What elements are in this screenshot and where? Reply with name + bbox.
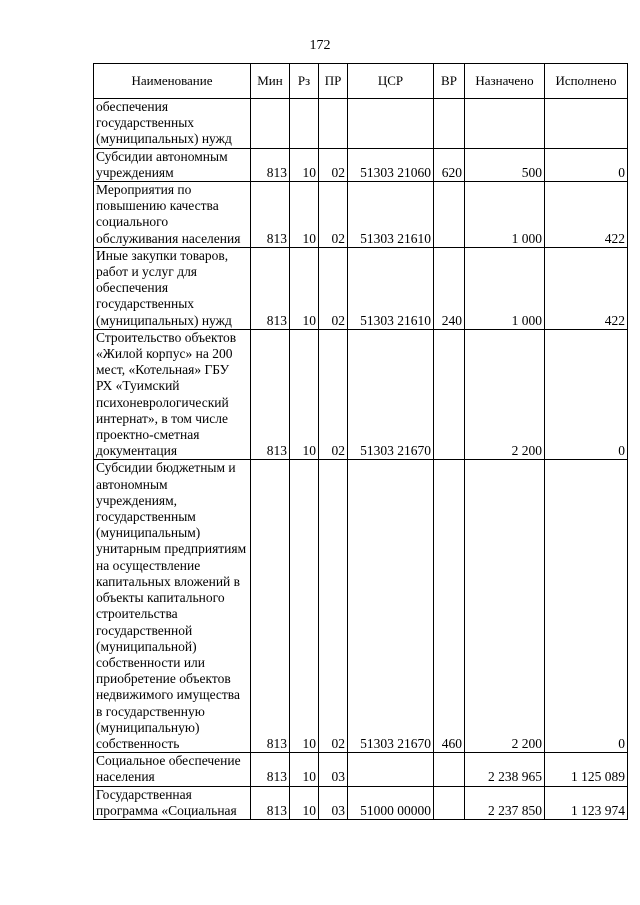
cell-rz: 10 <box>290 460 319 753</box>
cell-executed <box>545 99 628 149</box>
cell-rz: 10 <box>290 753 319 786</box>
cell-csr: 51303 21060 <box>348 148 434 181</box>
cell-executed: 422 <box>545 182 628 248</box>
header-csr: ЦСР <box>348 64 434 99</box>
cell-pr: 02 <box>319 247 348 329</box>
cell-pr: 02 <box>319 148 348 181</box>
cell-csr: 51303 21670 <box>348 329 434 460</box>
table-header-row <box>94 64 628 99</box>
cell-min: 813 <box>251 329 290 460</box>
cell-name: Строительство объектов «Жилой корпус» на 200 мест, «Котельная» ГБУ РХ «Туимский психоневрологический интернат», в том числе проектно-сметная документация <box>94 329 251 460</box>
header-min: Мин <box>251 64 290 99</box>
cell-executed: 1 123 974 <box>545 786 628 819</box>
cell-name: Государственная программа «Социальная <box>94 786 251 819</box>
cell-pr: 02 <box>319 182 348 248</box>
cell-pr: 02 <box>319 460 348 753</box>
header-pr: ПР <box>319 64 348 99</box>
cell-csr <box>348 99 434 149</box>
cell-vr <box>434 329 465 460</box>
cell-csr: 51303 21610 <box>348 182 434 248</box>
cell-csr: 51000 00000 <box>348 786 434 819</box>
cell-assigned: 2 237 850 <box>465 786 545 819</box>
table-body <box>94 99 628 820</box>
cell-vr <box>434 786 465 819</box>
cell-assigned: 1 000 <box>465 182 545 248</box>
cell-min: 813 <box>251 460 290 753</box>
cell-pr: 02 <box>319 329 348 460</box>
cell-vr <box>434 753 465 786</box>
cell-assigned <box>465 99 545 149</box>
table-row <box>94 329 628 460</box>
cell-vr <box>434 99 465 149</box>
cell-name: Иные закупки товаров, работ и услуг для обеспечения государственных (муниципальных) нужд <box>94 247 251 329</box>
cell-assigned: 2 200 <box>465 460 545 753</box>
header-executed: Исполнено <box>545 64 628 99</box>
cell-assigned: 500 <box>465 148 545 181</box>
cell-pr: 03 <box>319 753 348 786</box>
cell-name: Субсидии бюджетным и автономным учреждениям, государственным (муниципальным) унитарным предприятиям на осуществление капитальных вложений в объекты капитального строительства государственной (муниципальной) собственности или приобретение объектов недвижимого имущества в государственную (муниципальную) собственность <box>94 460 251 753</box>
cell-pr: 03 <box>319 786 348 819</box>
header-vr: ВР <box>434 64 465 99</box>
cell-min <box>251 99 290 149</box>
cell-executed: 0 <box>545 460 628 753</box>
cell-min: 813 <box>251 182 290 248</box>
cell-executed: 422 <box>545 247 628 329</box>
table-row <box>94 182 628 248</box>
budget-table <box>93 63 628 820</box>
cell-executed: 1 125 089 <box>545 753 628 786</box>
cell-min: 813 <box>251 753 290 786</box>
cell-min: 813 <box>251 786 290 819</box>
header-name: Наименование <box>94 64 251 99</box>
cell-name: Мероприятия по повышению качества социального обслуживания населения <box>94 182 251 248</box>
cell-name: Субсидии автономным учреждениям <box>94 148 251 181</box>
cell-rz: 10 <box>290 786 319 819</box>
cell-rz: 10 <box>290 329 319 460</box>
cell-executed: 0 <box>545 329 628 460</box>
cell-min: 813 <box>251 148 290 181</box>
table-row <box>94 99 628 149</box>
table-row <box>94 460 628 753</box>
cell-name: обеспечения государственных (муниципальных) нужд <box>94 99 251 149</box>
cell-min: 813 <box>251 247 290 329</box>
cell-vr: 620 <box>434 148 465 181</box>
table-row <box>94 786 628 819</box>
cell-vr <box>434 182 465 248</box>
cell-rz: 10 <box>290 182 319 248</box>
cell-rz <box>290 99 319 149</box>
cell-vr: 460 <box>434 460 465 753</box>
cell-assigned: 2 238 965 <box>465 753 545 786</box>
header-assigned: Назначено <box>465 64 545 99</box>
page-number: 172 <box>309 38 331 53</box>
cell-csr <box>348 753 434 786</box>
cell-csr: 51303 21670 <box>348 460 434 753</box>
header-rz: Рз <box>290 64 319 99</box>
cell-assigned: 2 200 <box>465 329 545 460</box>
cell-executed: 0 <box>545 148 628 181</box>
cell-rz: 10 <box>290 148 319 181</box>
table-row <box>94 753 628 786</box>
cell-name: Социальное обеспечение населения <box>94 753 251 786</box>
cell-assigned: 1 000 <box>465 247 545 329</box>
cell-csr: 51303 21610 <box>348 247 434 329</box>
table-row <box>94 247 628 329</box>
cell-pr <box>319 99 348 149</box>
cell-rz: 10 <box>290 247 319 329</box>
cell-vr: 240 <box>434 247 465 329</box>
table-row <box>94 148 628 181</box>
